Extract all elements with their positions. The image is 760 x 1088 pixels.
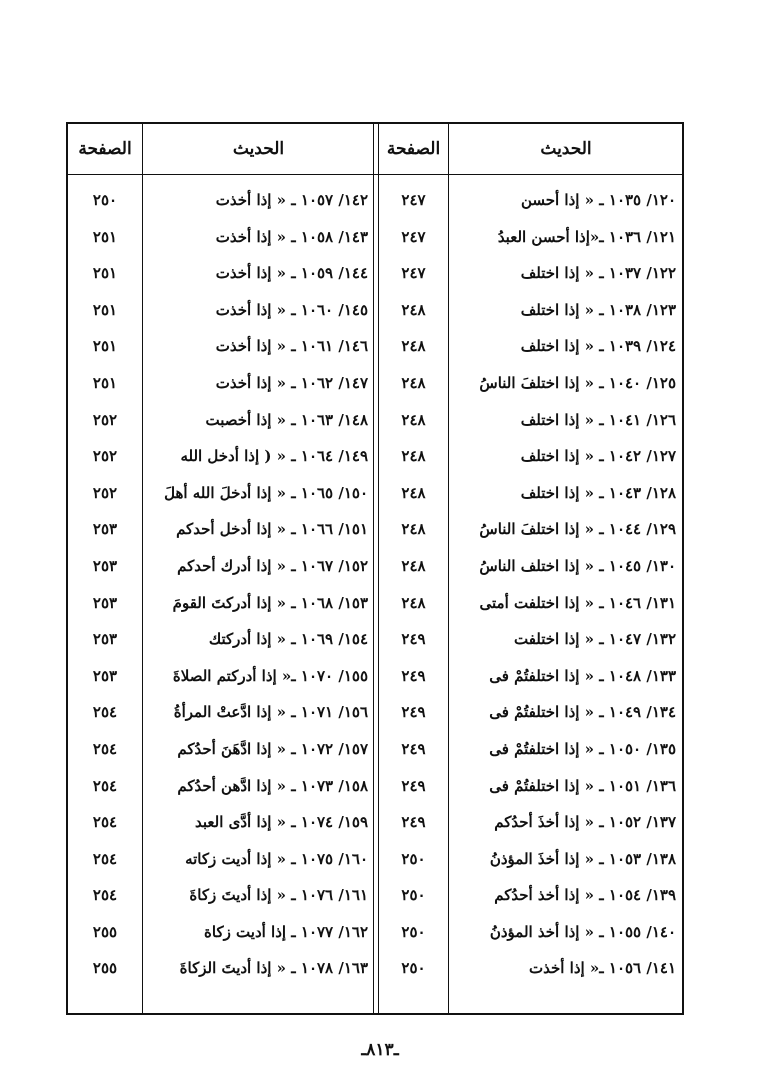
left-page-cell: ٢٥٤ [92, 813, 118, 832]
left-hadith-header: الحديث [232, 139, 285, 159]
right-hadith-cell: ١٢٩/ ١٠٤٤ ـ « إذا اختلفَ الناسُ [479, 520, 676, 539]
right-hadith-cell: ١٣٥/ ١٠٥٠ ـ « إذا اختلفتُمْ فى [489, 739, 676, 758]
right-hadith-cell: ١٣٣/ ١٠٤٨ ـ « إذا اختلفتُمْ فى [489, 666, 676, 685]
left-hadith-cell: ١٤٣/ ١٠٥٨ ـ « إذا أخذت [215, 227, 368, 246]
right-page-cell: ٢٤٨ [401, 410, 426, 429]
left-page-cell: ٢٥١ [92, 300, 118, 319]
left-hadith-cell: ١٤٢/ ١٠٥٧ ـ « إذا أخذت [215, 191, 368, 209]
left-page-cell: ٢٥٥ [92, 922, 118, 941]
left-hadith-cell: ١٤٦/ ١٠٦١ ـ « إذا أخذت [215, 337, 368, 356]
left-hadith-cell: ١٤٧/ ١٠٦٢ ـ « إذا أخذت [215, 373, 368, 392]
left-page-cell: ٢٥٣ [92, 666, 118, 685]
right-page-cell: ٢٤٧ [401, 191, 426, 209]
right-hadith-cell: ١٢٣/ ١٠٣٨ ـ « إذا اختلف [520, 300, 676, 319]
right-hadith-cell: ١٢٦/ ١٠٤١ ـ « إذا اختلف [520, 410, 676, 429]
table-row [68, 950, 682, 987]
right-page-cell: ٢٤٨ [401, 483, 426, 502]
table-row [68, 694, 682, 731]
right-hadith-cell: ١٢٤/ ١٠٣٩ ـ « إذا اختلف [520, 337, 676, 356]
table-row [68, 768, 682, 805]
left-hadith-cell: ١٥٢/ ١٠٦٧ ـ « إذا أدرك أحدكم [177, 556, 368, 575]
right-page-cell: ٢٤٨ [401, 373, 426, 392]
table-row [68, 475, 682, 512]
right-page-cell: ٢٥٠ [401, 922, 426, 941]
left-page-cell: ٢٥٢ [92, 410, 118, 429]
left-page-cell: ٢٥٥ [92, 959, 118, 978]
right-hadith-cell: ١٣٠/ ١٠٤٥ ـ « إذا اختلف الناسُ [479, 556, 676, 575]
page-number: ـ٨١٣ـ [361, 1040, 399, 1060]
right-hadith-header: الحديث [540, 139, 592, 159]
right-hadith-cell: ١٣٦/ ١٠٥١ ـ « إذا اختلفتُمْ فى [489, 776, 676, 795]
left-page-cell: ٢٥٤ [92, 849, 118, 868]
right-page-cell: ٢٥٠ [401, 849, 426, 868]
table-row [68, 255, 682, 292]
left-hadith-cell: ١٦٠/ ١٠٧٥ ـ « إذا أديت زكاته [185, 849, 368, 868]
right-page-cell: ٢٤٩ [401, 630, 426, 649]
table-row [68, 841, 682, 878]
left-page-cell: ٢٥٠ [92, 191, 118, 209]
table-row [68, 219, 682, 256]
left-hadith-cell: ١٥٦/ ١٠٧١ ـ « إذا ادَّعتْ المرأةُ [173, 703, 368, 722]
right-hadith-cell: ١٢٨/ ١٠٤٣ ـ « إذا اختلف [520, 483, 676, 502]
table-row [68, 621, 682, 658]
left-hadith-cell: ١٥٠/ ١٠٦٥ ـ « إذا أدخلَ الله أهلَ [164, 483, 368, 502]
left-page-cell: ٢٥٤ [92, 739, 118, 758]
left-hadith-cell: ١٦١/ ١٠٧٦ ـ « إذا أديتَ زكاةَ [189, 886, 368, 905]
left-page-cell: ٢٥١ [92, 373, 118, 392]
table-row [68, 585, 682, 622]
table-row [68, 804, 682, 841]
left-page-cell: ٢٥٣ [92, 593, 118, 612]
right-page-cell: ٢٥٠ [401, 886, 426, 905]
table-row [68, 182, 682, 219]
left-hadith-cell: ١٤٥/ ١٠٦٠ ـ « إذا أخذت [215, 300, 368, 319]
table-row [68, 292, 682, 329]
table-row [68, 365, 682, 402]
right-page-cell: ٢٤٩ [401, 703, 426, 722]
right-hadith-cell: ١٣٩/ ١٠٥٤ ـ « إذا أخذ أحدُكم [494, 886, 676, 905]
right-hadith-cell: ١٣٨/ ١٠٥٣ ـ « إذا أخذَ المؤذنُ [489, 849, 676, 868]
left-hadith-cell: ١٥٥/ ١٠٧٠ ـ« إذا أدركتم الصلاةَ [172, 666, 368, 685]
right-page-cell: ٢٤٨ [401, 520, 426, 539]
right-page-cell: ٢٥٠ [401, 959, 426, 978]
left-hadith-cell: ١٥٨/ ١٠٧٣ ـ « إذا ادَّهن أحدُكم [177, 776, 368, 795]
left-hadith-cell: ١٦٢/ ١٠٧٧ ـ إذا أديت زكاة [204, 922, 368, 941]
left-page-cell: ٢٥٤ [92, 886, 118, 905]
header-rule [68, 174, 682, 175]
table-body [68, 182, 682, 987]
right-page-cell: ٢٤٨ [401, 593, 426, 612]
right-hadith-cell: ١٣٢/ ١٠٤٧ ـ « إذا اختلفت [513, 630, 676, 649]
right-hadith-cell: ١٢٢/ ١٠٣٧ ـ « إذا اختلف [520, 264, 676, 283]
table-row [68, 877, 682, 914]
right-page-cell: ٢٤٧ [401, 264, 426, 283]
left-page-cell: ٢٥٢ [92, 447, 118, 466]
index-table [66, 122, 684, 1015]
table-row [68, 328, 682, 365]
left-page-cell: ٢٥٤ [92, 776, 118, 795]
left-hadith-cell: ١٥١/ ١٠٦٦ ـ « إذا أدخل أحدكم [176, 520, 368, 539]
right-hadith-cell: ١٢٧/ ١٠٤٢ ـ « إذا اختلف [520, 447, 676, 466]
right-page-header: الصفحة [386, 139, 441, 159]
right-hadith-cell: ١٢٥/ ١٠٤٠ ـ « إذا اختلفَ الناسُ [479, 373, 676, 392]
left-page-cell: ٢٥١ [92, 227, 118, 246]
right-hadith-cell: ١٣٧/ ١٠٥٢ ـ « إذا أخذَ أحدُكم [494, 813, 676, 832]
right-hadith-cell: ١٤١/ ١٠٥٦ ـ« إذا أخذت [529, 959, 676, 978]
left-hadith-cell: ١٥٧/ ١٠٧٢ ـ « إذا ادَّهَنَ أحدُكم [177, 739, 368, 758]
left-hadith-cell: ١٤٩/ ١٠٦٤ ـ « ( إذا أدخل الله [180, 447, 368, 466]
left-hadith-cell: ١٥٩/ ١٠٧٤ ـ « إذا أدَّى العبد [195, 813, 368, 832]
right-page-cell: ٢٤٩ [401, 813, 426, 832]
right-page-cell: ٢٤٨ [401, 556, 426, 575]
left-page-cell: ٢٥٣ [92, 630, 118, 649]
right-page-cell: ٢٤٨ [401, 337, 426, 356]
right-hadith-cell: ١٣٤/ ١٠٤٩ ـ « إذا اختلفتُمْ فى [489, 703, 676, 722]
table-row [68, 914, 682, 951]
table-row [68, 658, 682, 695]
left-hadith-cell: ١٤٤/ ١٠٥٩ ـ « إذا أخذت [215, 264, 368, 283]
left-hadith-cell: ١٥٤/ ١٠٦٩ ـ « إذا أدركتك [208, 630, 368, 649]
left-hadith-cell: ١٥٣/ ١٠٦٨ ـ « إذا أدركتَ القومَ [172, 593, 368, 612]
left-page-cell: ٢٥٤ [92, 703, 118, 722]
right-page-cell: ٢٤٩ [401, 776, 426, 795]
left-page-cell: ٢٥١ [92, 264, 118, 283]
right-page-cell: ٢٤٩ [401, 739, 426, 758]
table-row [68, 511, 682, 548]
right-hadith-cell: ١٤٠/ ١٠٥٥ ـ « إذا أخذ المؤذنُ [489, 922, 676, 941]
right-page-cell: ٢٤٧ [401, 227, 426, 246]
left-hadith-cell: ١٤٨/ ١٠٦٣ ـ « إذا أخصبت [205, 410, 368, 429]
left-page-cell: ٢٥٢ [92, 483, 118, 502]
table-row [68, 548, 682, 585]
right-hadith-cell: ١٣١/ ١٠٤٦ ـ « إذا اختلفت أمتى [479, 593, 676, 612]
right-hadith-cell: ١٢١/ ١٠٣٦ ـ«إذا أحسن العبدُ [497, 227, 676, 246]
left-page-cell: ٢٥١ [92, 337, 118, 356]
right-page-cell: ٢٤٩ [401, 666, 426, 685]
right-page-cell: ٢٤٨ [401, 447, 426, 466]
left-page-cell: ٢٥٣ [92, 520, 118, 539]
right-page-cell: ٢٤٨ [401, 300, 426, 319]
right-hadith-cell: ١٢٠/ ١٠٣٥ ـ « إذا أحسن [520, 191, 676, 209]
table-row [68, 438, 682, 475]
left-page-cell: ٢٥٣ [92, 556, 118, 575]
table-row [68, 402, 682, 439]
left-page-header: الصفحة [78, 139, 132, 159]
left-hadith-cell: ١٦٣/ ١٠٧٨ ـ « إذا أديتَ الزكاةَ [179, 959, 368, 978]
table-row [68, 731, 682, 768]
